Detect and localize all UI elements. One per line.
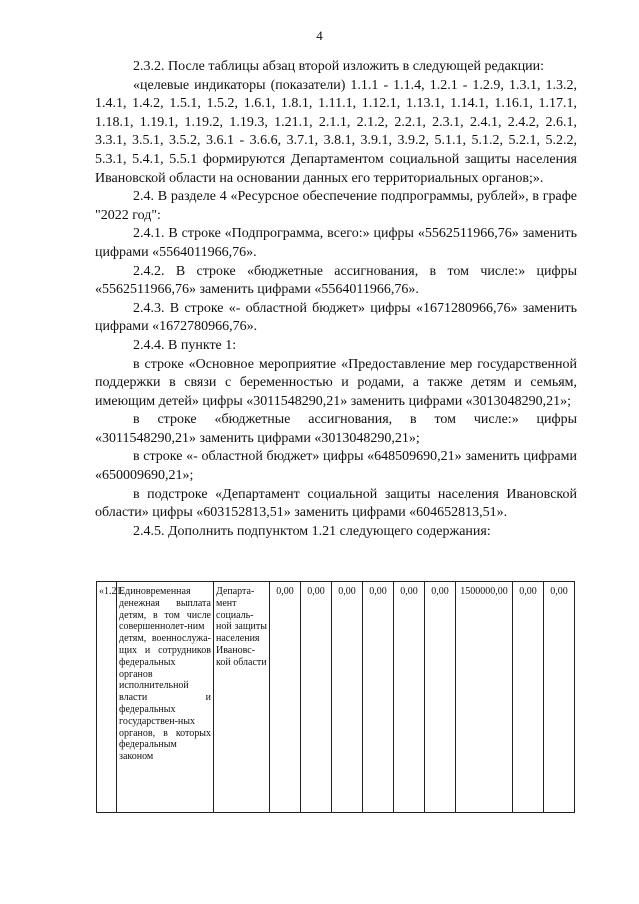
paragraph-department-subline: в подстроке «Департамент социальной защиты населения Ивановской области» цифры «603152813,51» заменить цифрами «604652813,51». [95, 486, 577, 521]
page-number: 4 [316, 28, 323, 43]
value-cell: 0,00 [301, 582, 332, 813]
paragraph-2-4-5: 2.4.5. Дополнить подпунктом 1.21 следующего содержания: [133, 523, 491, 539]
paragraph-2-4-3: 2.4.3. В строке «- областной бюджет» цифры «1671280966,76» заменить цифрами «1672780966,76». [95, 300, 577, 335]
paragraph-2-4-1: 2.4.1. В строке «Подпрограмма, всего:» цифры «5562511966,76» заменить цифрами «5564011966,76». [95, 226, 577, 260]
value-cell-2022: 1500000,00 [456, 582, 513, 813]
row-number-cell: «1.21. [97, 582, 117, 813]
paragraph-2-4: 2.4. В разделе 4 «Ресурсное обеспечение подпрограммы, рублей», в графе "2022 год": [95, 189, 577, 223]
table-row [97, 582, 575, 813]
executor-cell: Департа-мент социаль-ной защиты населения Ивановс-кой области [214, 582, 270, 813]
value-cell: 0,00 [425, 582, 456, 813]
paragraph-2-4-2: 2.4.2. В строке «бюджетные ассигнования, в том числе:» цифры «5562511966,76» заменить цифрами «5564011966,76». [95, 263, 577, 298]
activity-description-cell: Единовременная денежная выплата детям, в том числе совершеннолет-ним детям, военнослужа-щих и сотрудников федеральных органов исполнительной власти и федеральных государствен-ных органов, в которых федеральным законом [117, 582, 214, 813]
value-cell: 0,00 [363, 582, 394, 813]
value-cell: 0,00 [270, 582, 301, 813]
value-cell: 0,00 [394, 582, 425, 813]
value-cell: 0,00 [332, 582, 363, 813]
paragraph-main-activity: в строке «Основное мероприятие «Предоставление мер государственной поддержки в связи с беременностью и родами, а также детям и семьям, имеющим детей» цифры «3011548290,21» заменить цифрами «3013048290,21»; [95, 356, 577, 409]
value-cell: 0,00 [544, 582, 575, 813]
paragraph-2-4-4: 2.4.4. В пункте 1: [133, 337, 237, 353]
subprogram-table [96, 581, 574, 813]
paragraph-2-3-2: 2.3.2. После таблицы абзац второй изложить в следующей редакции: [133, 59, 545, 74]
paragraph-regional-budget: в строке «- областной бюджет» цифры «648509690,21» заменить цифрами «650009690,21»; [95, 449, 577, 484]
value-cell: 0,00 [513, 582, 544, 813]
paragraph-target-indicators: «целевые индикаторы (показатели) 1.1.1 - 1.1.4, 1.2.1 - 1.2.9, 1.3.1, 1.3.2, 1.4.1, 1.4.2, 1.5.1, 1.5.2, 1.6.1, 1.8.1, 1.11.1, 1.12.1, 1.13.1, 1.14.1, 1.16.1, 1.17.1, 1.18.1, 1.19.1, 1.19.2, 1.19.3, 1.21.1, 2.1.1, 2.1.2, 2.2.1, 2.3.1, 2.4.1, 2.4.2, 2.6.1, 3.3.1, 3.5.1, 3.5.2, 3.6.1 - 3.6.6, 3.7.1, 3.8.1, 3.9.1, 3.9.2, 5.1.1, 5.1.2, 5.2.1, 5.2.2, 5.3.1, 5.4.1, 5.5.1 формируются Департаментом социальной защиты населения Ивановской области на основании данных его территориальных органов;». [95, 77, 577, 186]
document-body [95, 58, 577, 541]
paragraph-budget-allocations: в строке «бюджетные ассигнования, в том числе:» цифры «3011548290,21» заменить цифрами «3013048290,21»; [95, 412, 577, 446]
